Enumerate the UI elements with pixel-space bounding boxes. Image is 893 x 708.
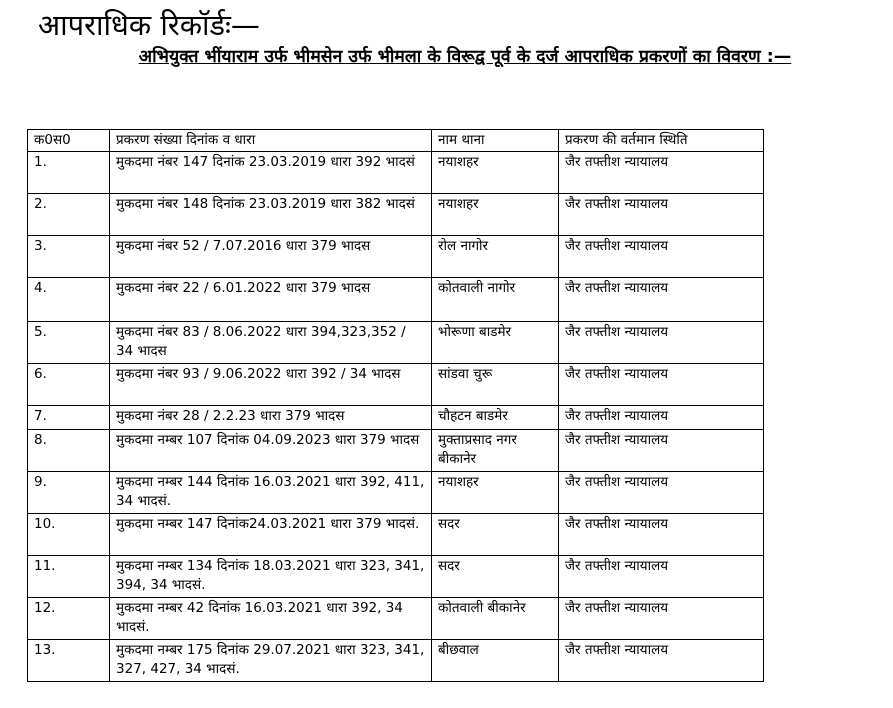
row-police-station: कोतवाली नागोर [432,278,559,322]
table-row [28,236,764,278]
table-row [28,152,764,194]
row-police-station: सांडवा चुरू [432,364,559,406]
table-row [28,364,764,406]
row-case-details: मुकदमा नंबर 28 / 2.2.23 धारा 379 भादस [110,406,432,430]
row-case-status: जैर तफ्तीश न्यायालय [559,640,764,682]
table-row [28,640,764,682]
table-row [28,322,764,364]
row-police-station: मुक्ताप्रसाद नगर बीकानेर [432,430,559,472]
header-serial: क0स0 [28,130,110,152]
row-case-status: जैर तफ्तीश न्यायालय [559,430,764,472]
row-police-station: सदर [432,514,559,556]
row-case-status: जैर तफ्तीश न्यायालय [559,406,764,430]
row-police-station: रोल नागोर [432,236,559,278]
table-header-row [28,130,764,152]
row-case-status: जैर तफ्तीश न्यायालय [559,472,764,514]
header-case-details: प्रकरण संख्या दिनांक व धारा [110,130,432,152]
table-row [28,406,764,430]
table-row [28,278,764,322]
row-serial: 2. [28,194,110,236]
row-case-details: मुकदमा नंबर 93 / 9.06.2022 धारा 392 / 34 भादस [110,364,432,406]
row-serial: 4. [28,278,110,322]
row-police-station: सदर [432,556,559,598]
row-police-station: बीछवाल [432,640,559,682]
row-case-details: मुकदमा नंबर 22 / 6.01.2022 धारा 379 भादस [110,278,432,322]
row-serial: 5. [28,322,110,364]
row-police-station: भोरूणा बाडमेर [432,322,559,364]
row-police-station: कोतवाली बीकानेर [432,598,559,640]
page-subtitle [40,44,890,70]
row-police-station: नयाशहर [432,472,559,514]
row-police-station: चौहटन बाडमेर [432,406,559,430]
row-case-details: मुकदमा नंबर 147 दिनांक 23.03.2019 धारा 392 भादसं [110,152,432,194]
row-case-details: मुकदमा नम्बर 107 दिनांक 04.09.2023 धारा 379 भादस [110,430,432,472]
row-case-details: मुकदमा नम्बर 175 दिनांक 29.07.2021 धारा 323, 341, 327, 427, 34 भादसं. [110,640,432,682]
row-serial: 12. [28,598,110,640]
row-serial: 6. [28,364,110,406]
row-case-details: मुकदमा नम्बर 147 दिनांक24.03.2021 धारा 379 भादसं. [110,514,432,556]
row-case-status: जैर तफ्तीश न्यायालय [559,598,764,640]
row-case-details: मुकदमा नंबर 148 दिनांक 23.03.2019 धारा 382 भादसं [110,194,432,236]
row-case-status: जैर तफ्तीश न्यायालय [559,236,764,278]
row-case-details: मुकदमा नम्बर 42 दिनांक 16.03.2021 धारा 392, 34 भादसं. [110,598,432,640]
page-title: आपराधिक रिकॉर्डः— [38,8,260,42]
row-serial: 8. [28,430,110,472]
row-case-details: मुकदमा नंबर 83 / 8.06.2022 धारा 394,323,352 / 34 भादस [110,322,432,364]
row-case-status: जैर तफ्तीश न्यायालय [559,556,764,598]
table-row [28,430,764,472]
row-serial: 11. [28,556,110,598]
header-case-status: प्रकरण की वर्तमान स्थिति [559,130,764,152]
table-row [28,556,764,598]
row-case-status: जैर तफ्तीश न्यायालय [559,364,764,406]
row-serial: 13. [28,640,110,682]
row-case-status: जैर तफ्तीश न्यायालय [559,322,764,364]
table-row [28,472,764,514]
table-row [28,514,764,556]
criminal-record-table [27,129,764,682]
row-case-status: जैर तफ्तीश न्यायालय [559,278,764,322]
row-serial: 7. [28,406,110,430]
row-police-station: नयाशहर [432,194,559,236]
row-case-status: जैर तफ्तीश न्यायालय [559,152,764,194]
header-police-station: नाम थाना [432,130,559,152]
row-case-details: मुकदमा नम्बर 134 दिनांक 18.03.2021 धारा 323, 341, 394, 34 भादसं. [110,556,432,598]
row-serial: 1. [28,152,110,194]
row-case-status: जैर तफ्तीश न्यायालय [559,194,764,236]
row-case-details: मुकदमा नंबर 52 / 7.07.2016 धारा 379 भादस [110,236,432,278]
row-serial: 9. [28,472,110,514]
row-police-station: नयाशहर [432,152,559,194]
row-case-details: मुकदमा नम्बर 144 दिनांक 16.03.2021 धारा 392, 411, 34 भादसं. [110,472,432,514]
table-row [28,194,764,236]
row-case-status: जैर तफ्तीश न्यायालय [559,514,764,556]
table-row [28,598,764,640]
row-serial: 10. [28,514,110,556]
row-serial: 3. [28,236,110,278]
subtitle-text: अभियुक्त भींयाराम उर्फ भीमसेन उर्फ भीमला के विरूद्व पूर्व के दर्ज आपराधिक प्रकरणों का विवरण :— [138,47,792,67]
